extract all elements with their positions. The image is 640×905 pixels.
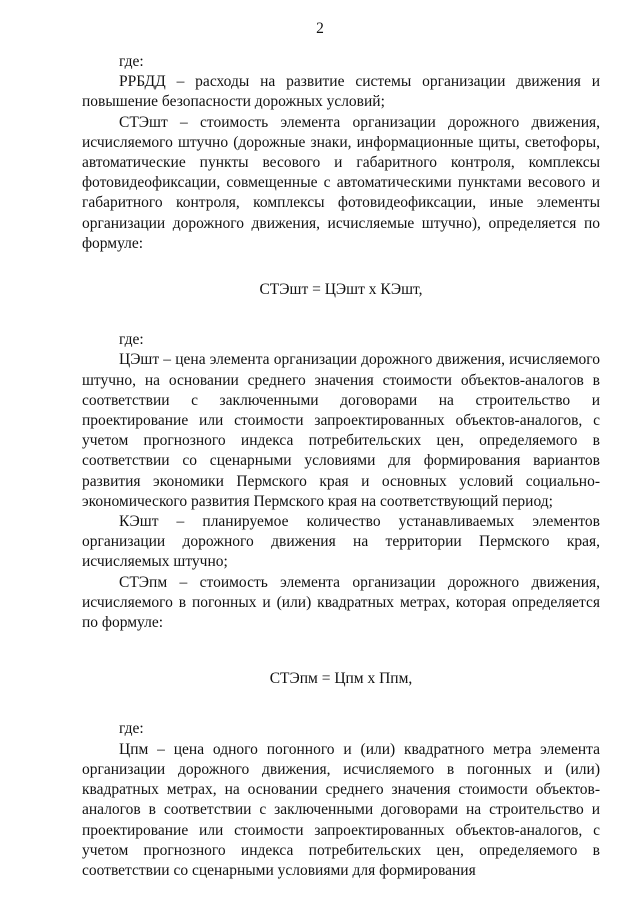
where-label-2: где: (119, 331, 144, 349)
definition-tspm: Цпм – цена одного погонного и (или) квадратного метра элемента организации дорожного движения, исчисляемого в погонных и (или) квадратных метрах, на основании среднего значения стоимости объектов-аналогов в соответствии с заключенными договорами на строительство и проектирование или стоимости запроектированных объектов-аналогов, с учетом прогнозного индекса потребительских цен, определяемого в соответствии со сценарными условиями для формирования (82, 740, 600, 879)
where-label-3: где: (119, 720, 144, 738)
definition-keesht: КЭшт – планируемое количество устанавливаемых элементов организации дорожного движения на территории Пермского края, исчисляемых штучно; (82, 513, 600, 571)
formula-steesht: СТЭшт = ЦЭшт х КЭшт, (259, 281, 423, 299)
document-body (82, 52, 600, 881)
formula-steepm: СТЭпм = Цпм х Ппм, (269, 670, 413, 688)
page-number: 2 (316, 20, 324, 37)
definition-steepm: СТЭпм – стоимость элемента организации дорожного движения, исчисляемого в погонных и (или) квадратных метрах, которая определяется по формуле: (82, 573, 600, 632)
definition-rrbdd: РРБДД – расходы на развитие системы организации движения и повышение безопасности дорожных условий; (82, 73, 600, 111)
definition-steesht: СТЭшт – стоимость элемента организации дорожного движения, исчисляемого штучно (дорожные знаки, информационные щиты, светофоры, автоматические пункты весового и габаритного контроля, комплексы фотовидеофиксации, совмещенные с автоматическими пунктами весового и габаритного контроля, комплексы фотовидеофиксации, иные элементы организации дорожного движения, исчисляемые штучно), определяется по формуле: (82, 113, 600, 252)
definition-tseesht: ЦЭшт – цена элемента организации дорожного движения, исчисляемого штучно, на основании среднего значения стоимости объектов-аналогов в соответствии с заключенными договорами на строительство и проектирование или стоимости запроектированных объектов-аналогов, с учетом прогнозного индекса потребительских цен, определяемого в соответствии со сценарными условиями для формирования вариантов развития экономики Пермского края и основных условий социально-экономического развития Пермского края на соответствующий период; (82, 351, 600, 510)
where-label-1: где: (119, 53, 144, 70)
